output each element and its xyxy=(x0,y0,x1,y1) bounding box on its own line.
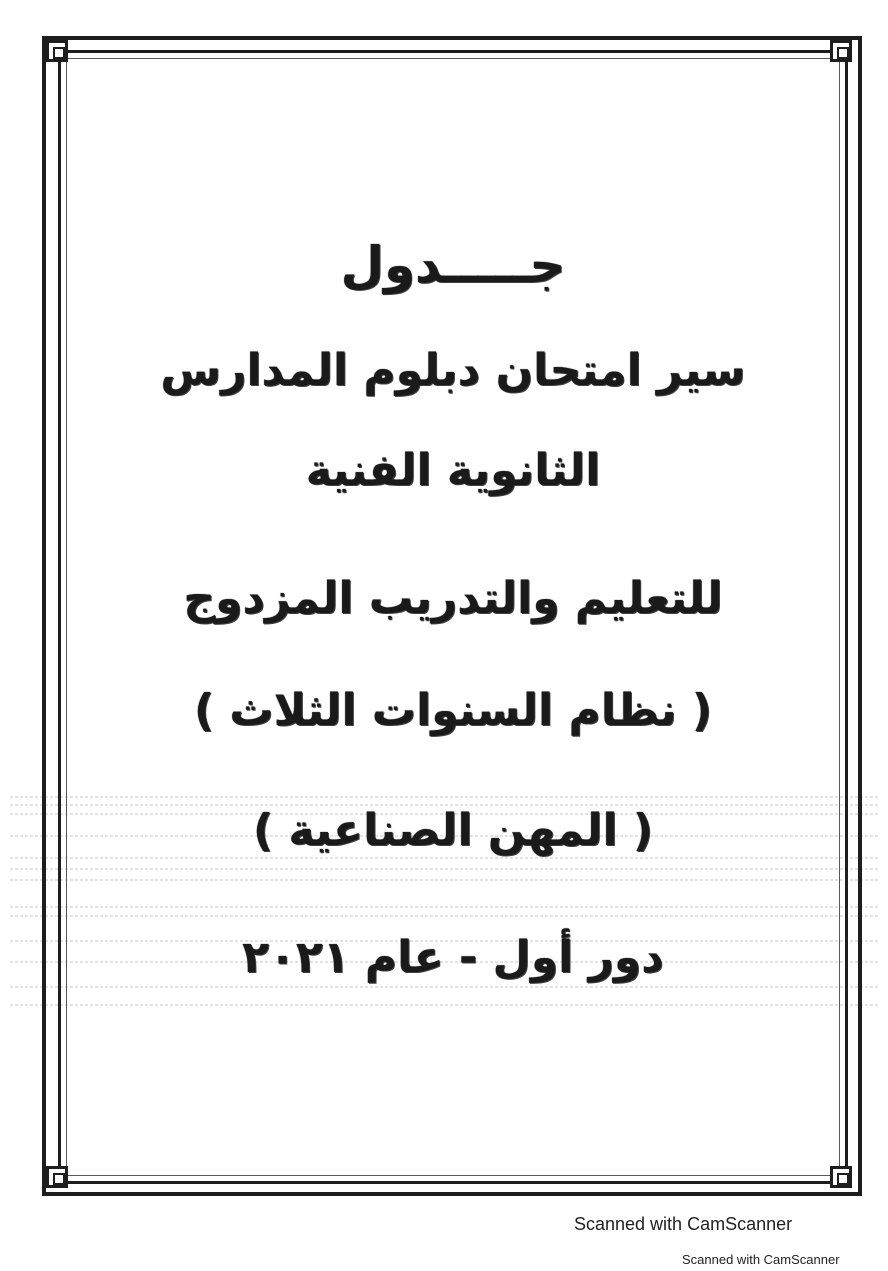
school-type-heading: الثانوية الفنية xyxy=(305,445,601,496)
session-year-heading: دور أول - عام ٢٠٢١ xyxy=(242,932,664,983)
corner-ornament-bottom-left xyxy=(46,1166,68,1188)
system-heading: ( نظام السنوات الثلاث ) xyxy=(193,685,713,736)
document-title: جـــــدول xyxy=(340,236,566,294)
program-heading: للتعليم والتدريب المزدوج xyxy=(183,573,723,624)
corner-ornament-top-right xyxy=(830,40,852,62)
specialization-heading: ( المهن الصناعية ) xyxy=(252,805,654,856)
corner-ornament-top-left xyxy=(46,40,68,62)
scanner-watermark: Scanned with CamScanner xyxy=(574,1214,793,1234)
exam-schedule-heading: سير امتحان دبلوم المدارس xyxy=(160,345,746,396)
scanner-watermark-small: Scanned with CamScanner xyxy=(682,1252,840,1267)
corner-ornament-bottom-right xyxy=(830,1166,852,1188)
